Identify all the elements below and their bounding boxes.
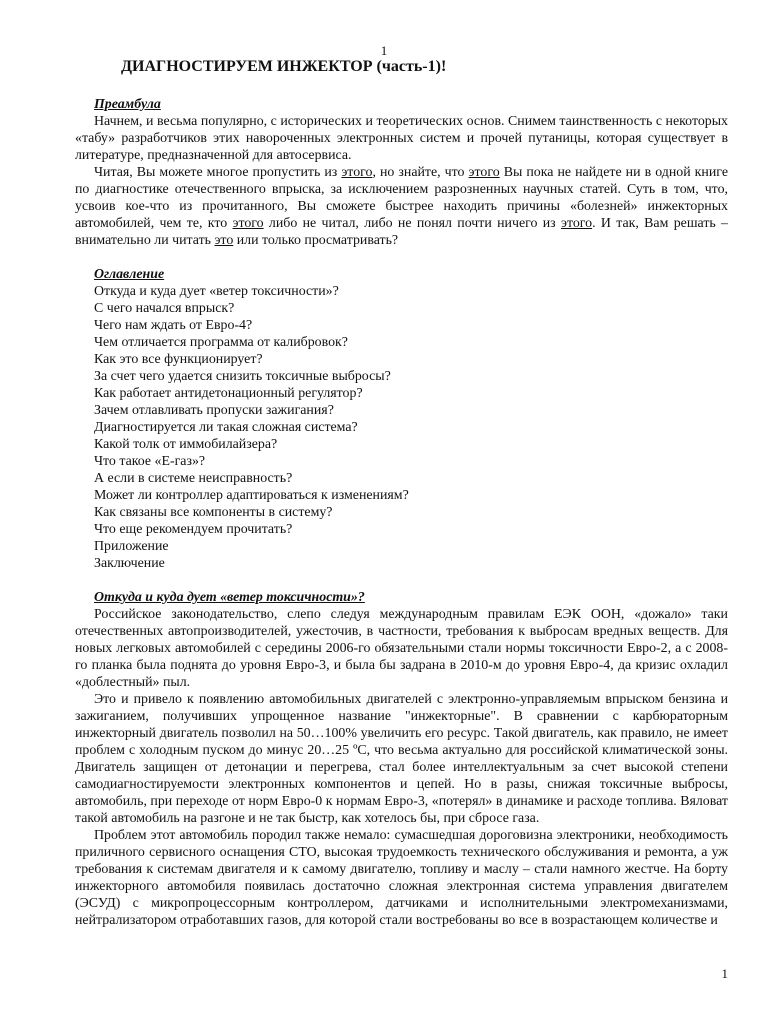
- toc-item: Приложение: [94, 539, 169, 554]
- toc-item: Как связаны все компоненты в систему?: [94, 505, 333, 520]
- spacer: [75, 249, 728, 266]
- text-run: Вы пока не найдете ни в одной книге по диагностике отечественного впрыска, за исключением разрозненных научных статей. Суть в том, что, усвоив кое-что из прочитанного, Вы сможете быстрее находить причины «болезней» инжекторных автомобилей, чем те, кто: [75, 165, 728, 231]
- toc-item: Что еще рекомендуем прочитать?: [94, 522, 293, 537]
- text-run: либо не читал, либо не понял почти ничего из: [263, 216, 561, 231]
- title-text: ДИАГНОСТИРУЕМ ИНЖЕКТОР (часть-1): [121, 58, 441, 75]
- underlined-word: этого: [560, 216, 593, 231]
- preamble-paragraph-2: [75, 164, 728, 249]
- title-mark: !: [440, 58, 447, 75]
- text-run: или только просматривать?: [233, 233, 399, 248]
- document-body: [75, 96, 728, 929]
- toc-item: Диагностируется ли такая сложная система?: [94, 420, 358, 435]
- toc-item: Чем отличается программа от калибровок?: [94, 335, 348, 350]
- preamble-heading: Преамбула: [94, 97, 161, 112]
- toc-item: Как работает антидетонационный регулятор?: [94, 386, 363, 401]
- toc-item: Как это все функционирует?: [94, 352, 263, 367]
- toc-item: Заключение: [94, 556, 165, 571]
- spacer: [75, 572, 728, 589]
- underlined-word: этого: [232, 216, 264, 231]
- table-of-contents: [94, 283, 728, 572]
- section-paragraph-2: Это и привело к появлению автомобильных двигателей с электронно-управляемым впрыском бензина и зажиганием, получивших упрощенное название "инжекторные". В сравнении с карбюраторным инжекторный двигатель позволил на 50…100% увеличить его ресурс. Такой двигатель, как правило, не имеет проблем с холодным пуском до минус 20…25 ºС, что весьма актуально для российской климатической зоны. Двигатель защищен от детонации и перегрева, стал более интеллектуальным за счет высокой степени самодиагностируемости электронных компонентов и цепей. Но в разы, снижая токсичные выбросы, автомобиль, при переходе от норм Евро-0 к нормам Евро-3, «потерял» в динамике и расходе топлива. Вяловат такой автомобиль на разгоне и не так быстр, как хотелось бы, при сбросе газа.: [75, 692, 728, 826]
- text-run: . И так, Вам решать – внимательно ли читать: [75, 216, 728, 248]
- underlined-word: этого: [468, 165, 500, 180]
- toc-item: А если в системе неисправность?: [94, 471, 293, 486]
- toc-item: Какой толк от иммобилайзера?: [94, 437, 278, 452]
- toc-item: С чего начался впрыск?: [94, 301, 235, 316]
- section-paragraph-3: Проблем этот автомобиль породил также немало: сумасшедшая дороговизна электроники, необходимость приличного сервисного оснащения СТО, высокая трудоемкость технического обслуживания и ремонта, а уж требования к системам двигателя и к самому двигателю, топливу и маслу – стали намного жестче. На борту инжекторного автомобиля появилась достаточно сложная электронная система управления двигателем (ЭСУД) с микропроцессорным контроллером, датчиками и исполнительными электромеханизмами, нейтрализатором отработавших газов, для которой стали востребованы во все в возрастающем количестве и: [75, 828, 728, 928]
- toc-item: За счет чего удается снизить токсичные выбросы?: [94, 369, 391, 384]
- toc-item: Откуда и куда дует «ветер токсичности»?: [94, 284, 339, 299]
- section-heading: Откуда и куда дует «ветер токсичности»?: [94, 590, 365, 605]
- page-number-top: 1: [380, 43, 388, 58]
- toc-item: Что такое «Е-газ»?: [94, 454, 206, 469]
- toc-item: Чего нам ждать от Евро-4?: [94, 318, 253, 333]
- underlined-word: этого: [341, 165, 373, 180]
- toc-item: Зачем отлавливать пропуски зажигания?: [94, 403, 334, 418]
- section-paragraph-1: Российское законодательство, слепо следуя международным правилам ЕЭК ООН, «дожало» таки отечественных автопроизводителей, ужесточив, в частности, требования к выбросам вредных веществ. Для новых легковых автомобилей с середины 2006-го обязательными стали нормы токсичности Евро-2, а с 2008-го планка была поднята до уровня Евро-3, и была бы задрана в 2010-м до уровня Евро-4, да кризис охладил «доблестный» пыл.: [75, 607, 728, 690]
- preamble-paragraph-1: Начнем, и весьма популярно, с исторических и теоретических основ. Снимем таинственность с некоторых «табу» разработчиков этих навороченных электронных систем и прочей путаницы, которая существует в литературе, предназначенной для автосервиса.: [75, 114, 728, 163]
- toc-item: Может ли контроллер адаптироваться к изменениям?: [94, 488, 409, 503]
- underlined-word: это: [214, 233, 234, 248]
- text-run: Читая, Вы можете многое пропустить из: [94, 165, 342, 180]
- page-title: [121, 58, 446, 76]
- toc-heading: Оглавление: [94, 267, 165, 282]
- text-run: , но знайте, что: [372, 165, 469, 180]
- page-number-bottom: 1: [721, 966, 728, 981]
